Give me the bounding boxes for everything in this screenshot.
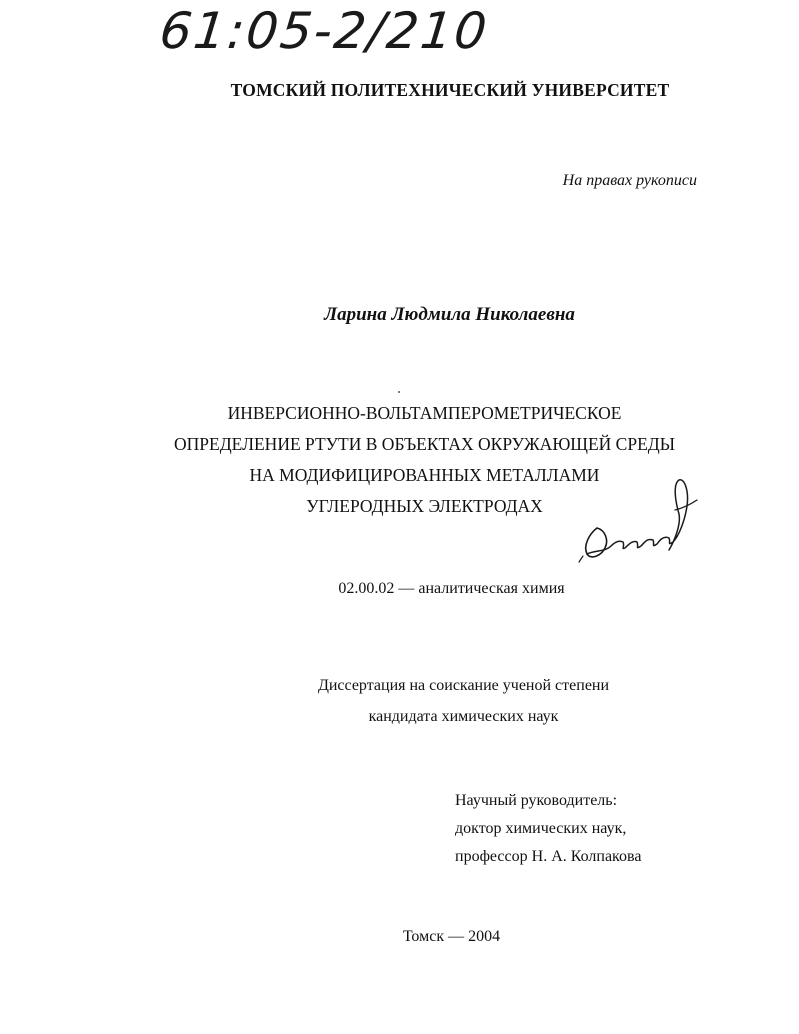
author-name (0, 304, 799, 326)
handwritten-signature (575, 470, 705, 565)
title-line-2: ОПРЕДЕЛЕНИЕ РТУТИ В ОБЪЕКТАХ ОКРУЖАЮЩЕЙ СРЕДЫ (174, 434, 675, 454)
scientific-advisor (455, 787, 641, 871)
specialty-text: 02.00.02 — аналитическая химия (338, 580, 565, 597)
author-name-text: Ларина Людмила Николаевна (324, 304, 575, 325)
city-year (0, 928, 799, 946)
title-line-1: ИНВЕРСИОННО-ВОЛЬТАМПЕРОМЕТРИЧЕСКОЕ (227, 403, 622, 423)
archive-number-handwritten: 61:05-2/210 (156, 2, 492, 60)
manuscript-note: На правах рукописи (562, 172, 697, 189)
university-name: ТОМСКИЙ ПОЛИТЕХНИЧЕСКИЙ УНИВЕРСИТЕТ (230, 80, 670, 100)
specialty-code (0, 580, 799, 598)
scan-speck (398, 391, 400, 393)
degree-line-1: Диссертация на соискание ученой степени (317, 677, 610, 694)
advisor-line-3: профессор Н. А. Колпакова (455, 848, 642, 865)
city-year-text: Томск — 2004 (402, 928, 501, 945)
advisor-line-2: доктор химических наук, (455, 820, 627, 837)
title-line-3: НА МОДИФИЦИРОВАННЫХ МЕТАЛЛАМИ (249, 465, 600, 485)
degree-line-2: кандидата химических наук (368, 708, 559, 725)
advisor-line-1: Научный руководитель: (455, 792, 618, 809)
degree-statement (0, 670, 799, 732)
title-line-4: УГЛЕРОДНЫХ ЭЛЕКТРОДАХ (306, 496, 543, 516)
